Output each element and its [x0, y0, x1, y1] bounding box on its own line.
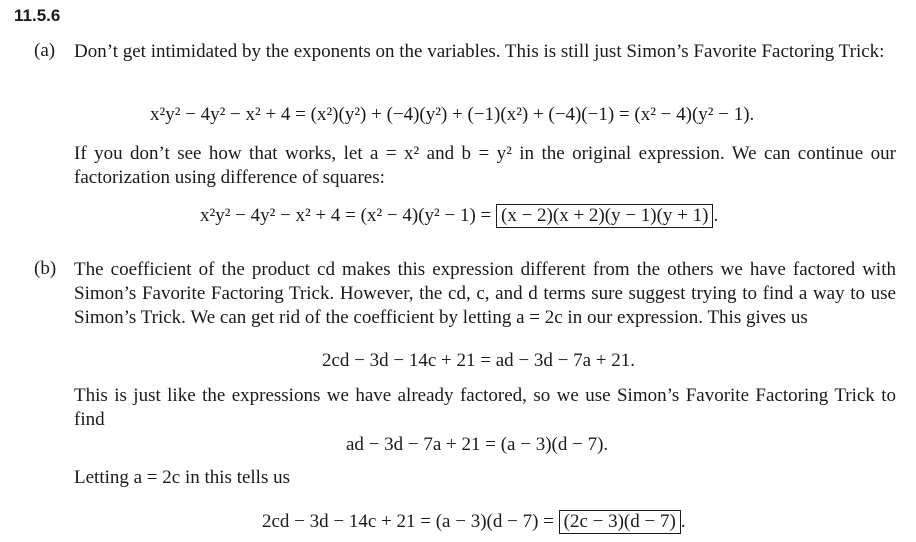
part-a-equation-1-text: x²y² − 4y² − x² + 4 = (x²)(y²) + (−4)(y²) + (−1)(x²) + (−4)(−1) = (x² − 4)(y² − 1).: [150, 104, 755, 125]
part-a-intro: Don’t get intimidated by the exponents on the variables. This is still just Simon’s Favorite Factoring Trick:: [74, 41, 885, 62]
part-a-label: (a): [34, 40, 56, 61]
part-b-letting-text: Letting a = 2c in this tells us: [74, 467, 290, 488]
part-b-intro: The coefficient of the product cd makes this expression different from the others we have factored with Simon’s Favorite Factoring Trick. However, the cd, c, and d terms sure suggest trying to find a way to use Simon’s Trick. We can get rid of the coefficient by letting a = 2c in our expression. This gives us: [74, 259, 896, 328]
part-b-equation-3-period: .: [680, 511, 686, 532]
part-b-equation-3-left: 2cd − 3d − 14c + 21 = (a − 3)(d − 7) =: [262, 511, 554, 532]
part-b-equation-1-text: 2cd − 3d − 14c + 21 = ad − 3d − 7a + 21.: [322, 350, 635, 371]
part-a-equation-2-left: x²y² − 4y² − x² + 4 = (x² − 4)(y² − 1) =: [200, 205, 492, 226]
problem-number: 11.5.6: [14, 6, 61, 25]
part-b-equation-2-text: ad − 3d − 7a + 21 = (a − 3)(d − 7).: [346, 434, 609, 455]
part-b-label: (b): [34, 258, 57, 279]
part-a-middle-text: If you don’t see how that works, let a = x² and b = y² in the original expression. We can continue our factorization using difference of squares:: [74, 143, 896, 188]
part-a-equation-2-period: .: [713, 205, 719, 226]
part-b-boxed-answer: (2c − 3)(d − 7): [559, 510, 681, 534]
part-a-boxed-answer: (x − 2)(x + 2)(y − 1)(y + 1): [496, 204, 713, 228]
part-b-middle-text: This is just like the expressions we have already factored, so we use Simon’s Favorite Factoring Trick to find: [74, 385, 896, 430]
